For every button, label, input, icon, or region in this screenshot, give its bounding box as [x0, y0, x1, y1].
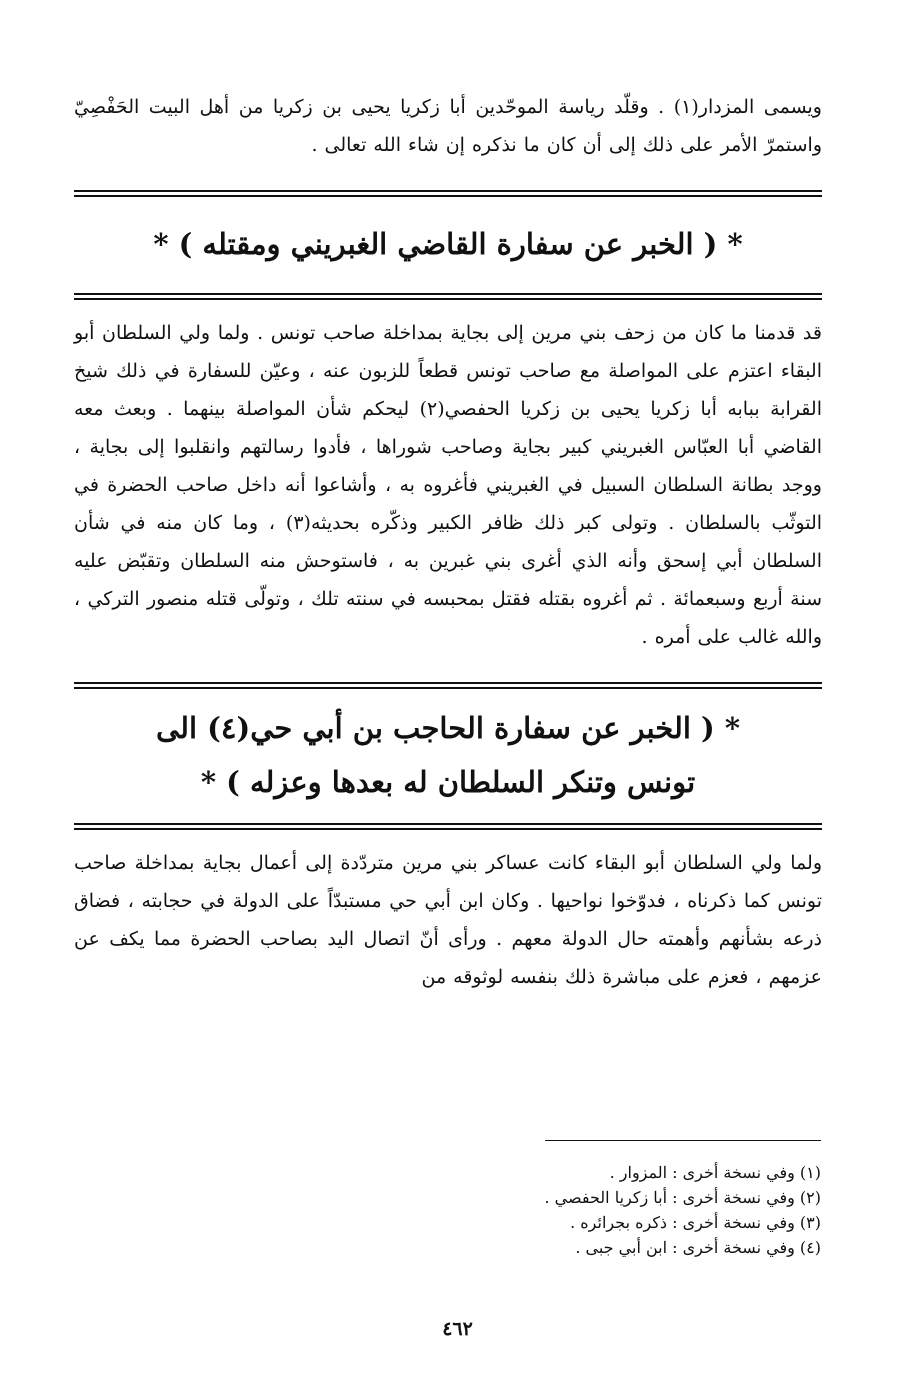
intro-paragraph: ويسمى المزدار(١) . وقلّد رياسة الموحّدين أبا زكريا يحيى بن زكريا من أهل البيت الحَفْصِيّ واستمرّ الأمر على ذلك إلى أن كان ما نذكره إن شاء الله تعالى . [74, 96, 822, 156]
footnote-item: (٢) وفي نسخة أخرى : أبا زكريا الحفصي . [544, 1188, 821, 1207]
footnote-divider [545, 1140, 821, 1141]
section-heading-ghubrini: * ( الخبر عن سفارة القاضي الغبريني ومقتله ) * [153, 227, 743, 261]
section-heading-hajib [74, 689, 822, 823]
section-paragraph-hajib: ولما ولي السلطان أبو البقاء كانت عساكر بني مرين متردّدة إلى أعمال بجاية بمداخلة صاحب تونس كما ذكرناه ، فدوّخوا نواحيها . وكان ابن أبي حي مستبدّاً على الدولة في حجابته ، فضاق ذرعه بشأنهم وأهمته حال الدولة معهم . ورأى أنّ اتصال اليد بصاحب الحضرة مما يكف عن عزمهم ، فعزم على مباشرة ذلك بنفسه لوثوقه من [74, 852, 822, 988]
section-paragraph-ghubrini: قد قدمنا ما كان من زحف بني مرين إلى بجاية بمداخلة صاحب تونس . ولما ولي السلطان أبو البقاء اعتزم على المواصلة مع صاحب تونس قطعاً للزبون عنه ، وعيّن للسفارة في ذلك شيخ القرابة ببابه أبا زكريا يحيى بن زكريا الحفصي(٢) ليحكم شأن المواصلة بينهما . وبعث معه القاضي أبا العبّاس الغبريني كبير بجاية وصاحب شوراها ، فأدوا رسالتهم وانقلبوا إلى بجاية ، ووجد بطانة السلطان السبيل في الغبريني فأغروه به ، وأشاعوا أنه داخل صاحب الحضرة في التوثّب بالسلطان . وتولى كبر ذلك ظافر الكبير وذكّره بحديثه(٣) ، وما كان منه في شأن السلطان أبي إسحق وأنه الذي أغرى بني غبرين به ، فاستوحش منه السلطان وتقبّض عليه سنة أربع وسبعمائة . ثم أغروه بقتله فقتل بمحبسه في سنته تلك ، وتولّى قتله منصور التركي ، والله غالب على أمره . [74, 322, 823, 648]
footnotes [544, 1160, 821, 1260]
section-divider-top [74, 682, 822, 689]
footnote-item: (٤) وفي نسخة أخرى : ابن أبي جبى . [575, 1238, 821, 1257]
section-divider-bottom [74, 293, 822, 300]
footnote-item: (٣) وفي نسخة أخرى : ذكره بجرائره . [570, 1213, 821, 1232]
section-heading-line: * ( الخبر عن سفارة الحاجب بن أبي حي(٤) الى [156, 711, 740, 745]
section-heading-line: تونس وتنكر السلطان له بعدها وعزله ) * [200, 765, 696, 799]
page-content [74, 88, 822, 996]
footnote-item: (١) وفي نسخة أخرى : المزوار . [609, 1163, 821, 1182]
section-divider-bottom [74, 823, 822, 830]
section-divider-top [74, 190, 822, 197]
page-number: ٤٦٢ [442, 1318, 473, 1340]
